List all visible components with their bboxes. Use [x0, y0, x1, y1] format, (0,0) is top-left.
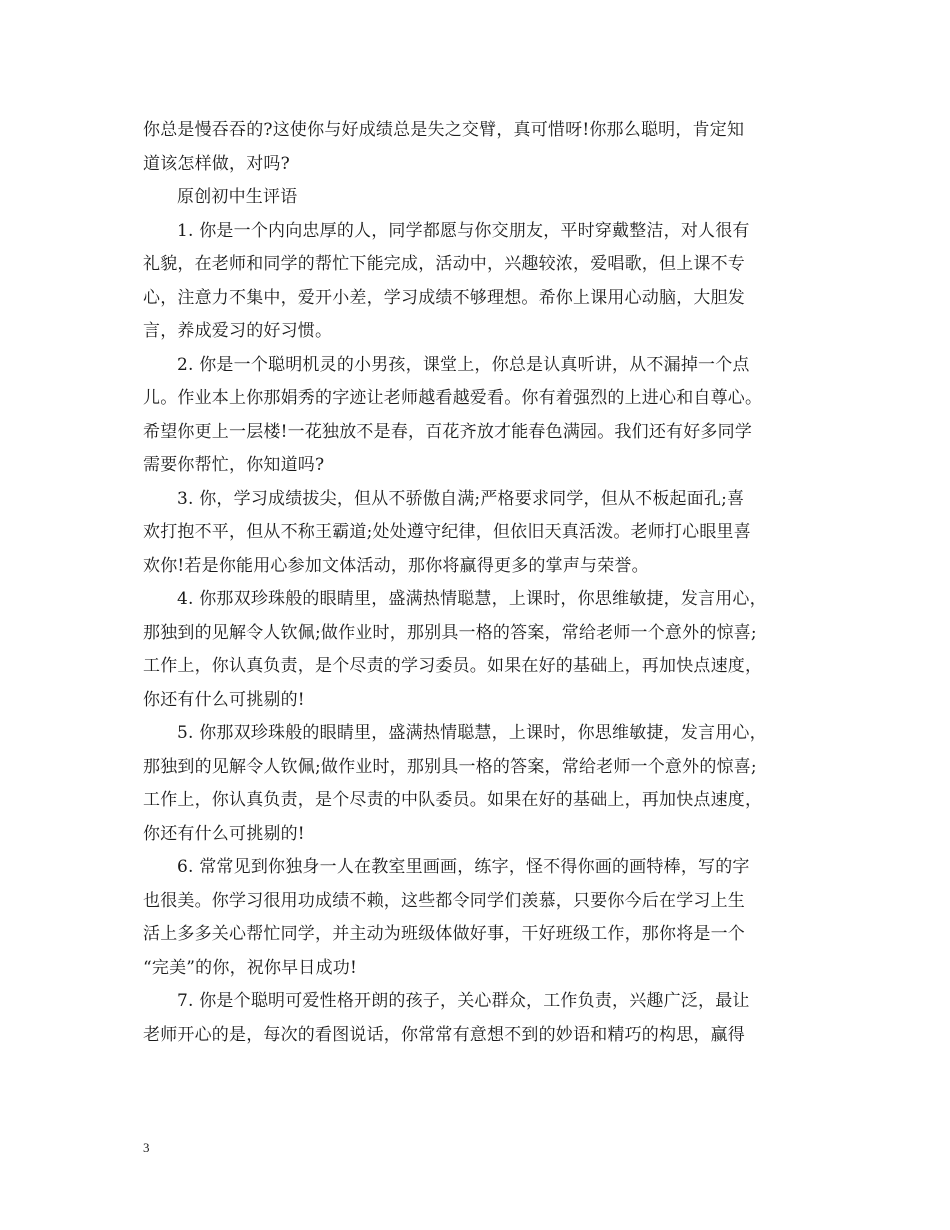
text-line: 那独到的见解令人钦佩;做作业时，那别具一格的答案，常给老师一个意外的惊喜; [143, 622, 757, 643]
text-line: 希望你更上一层楼!一花独放不是春，百花齐放才能春色满园。我们还有好多同学 [143, 421, 753, 442]
text-line: 心，注意力不集中，爱开小差，学习成绩不够理想。希你上课用心动脑，大胆发 [143, 287, 745, 308]
text-line: 言，养成爱习的好习惯。 [143, 321, 333, 341]
text-line: 3. 你，学习成绩拔尖，但从不骄傲自满;严格要求同学，但从不板起面孔;喜 [177, 488, 745, 509]
text-line: 那独到的见解令人钦佩;做作业时，那别具一格的答案，常给老师一个意外的惊喜; [143, 756, 757, 777]
text-line: 你还有什么可挑剔的! [143, 689, 305, 710]
text-line: 也很美。你学习很用功成绩不赖，这些都令同学们羡慕，只要你今后在学习上生 [143, 890, 745, 911]
text-line: 4. 你那双珍珠般的眼睛里，盛满热情聪慧，上课时，你思维敏捷，发言用心， [177, 589, 767, 609]
text-line: 儿。作业本上你那娟秀的字迹让老师越看越爱看。你有着强烈的上进心和自尊心。 [143, 388, 763, 408]
body-text [143, 114, 818, 1052]
text-line: 活上多多关心帮忙同学，并主动为班级体做好事，干好班级工作，那你将是一个 [143, 924, 745, 944]
text-line: 6. 常常见到你独身一人在教室里画画，练字，怪不得你画的画特棒，写的字 [177, 857, 750, 877]
text-line: 欢打抱不平，但从不称王霸道;处处遵守纪律，但依旧天真活泼。老师打心眼里喜 [143, 522, 751, 542]
text-line: “完美”的你，祝你早日成功! [143, 957, 358, 978]
text-line: 需要你帮忙，你知道吗? [143, 455, 325, 475]
text-line: 2. 你是一个聪明机灵的小男孩，课堂上，你总是认真听讲，从不漏掉一个点 [177, 354, 750, 375]
text-line: 你还有什么可挑剔的! [143, 823, 305, 844]
text-line: 5. 你那双珍珠般的眼睛里，盛满热情聪慧，上课时，你思维敏捷，发言用心， [177, 723, 767, 743]
text-line: 礼貌，在老师和同学的帮忙下能完成，活动中，兴趣较浓，爱唱歌，但上课不专 [143, 254, 745, 274]
text-line: 工作上，你认真负责，是个尽责的学习委员。如果在好的基础上，再加快点速度， [143, 656, 763, 676]
page-number: 3 [143, 1140, 150, 1155]
text-line: 你总是慢吞吞的?这使你与好成绩总是失之交臂，真可惜呀!你那么聪明，肯定知 [143, 120, 745, 140]
text-line: 原创初中生评语 [177, 187, 298, 207]
text-line: 7. 你是个聪明可爱性格开朗的孩子，关心群众，工作负责，兴趣广泛，最让 [177, 991, 750, 1011]
text-line: 道该怎样做，对吗? [143, 153, 290, 174]
text-line: 1. 你是一个内向忠厚的人，同学都愿与你交朋友，平时穿戴整洁，对人很有 [177, 220, 750, 241]
text-line: 老师开心的是，每次的看图说话，你常常有意想不到的妙语和精巧的构思，赢得 [143, 1024, 745, 1045]
text-line: 工作上，你认真负责，是个尽责的中队委员。如果在好的基础上，再加快点速度， [143, 790, 763, 810]
text-line: 欢你!若是你能用心参加文体活动，那你将赢得更多的掌声与荣誉。 [143, 555, 649, 576]
